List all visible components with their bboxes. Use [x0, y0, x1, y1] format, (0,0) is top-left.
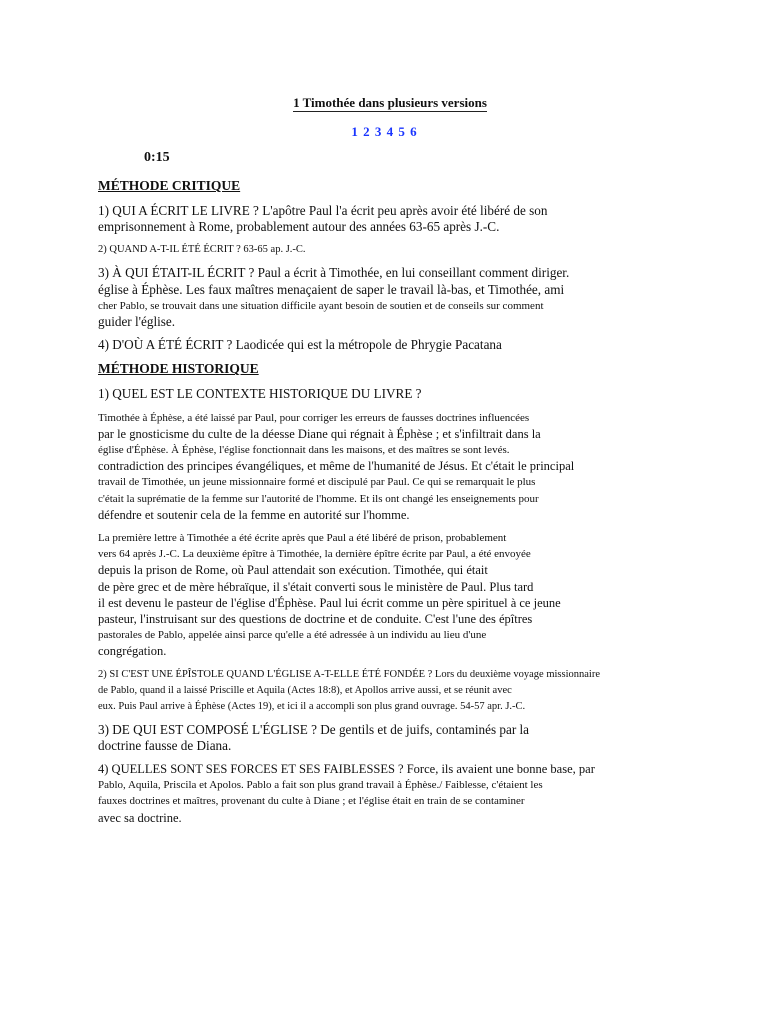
critical-q2: 2) QUAND A-T-IL ÉTÉ ÉCRIT ? 63-65 ap. J.-C. — [98, 244, 306, 256]
historical-q1: 1) QUEL EST LE CONTEXTE HISTORIQUE DU LIVRE ? — [98, 386, 422, 402]
page-link-2[interactable]: 2 — [363, 124, 370, 139]
critical-q4: 4) D'OÙ A ÉTÉ ÉCRIT ? Laodicée qui est la métropole de Phrygie Pacatana — [98, 337, 502, 353]
section-heading-historical: MÉTHODE HISTORIQUE — [98, 361, 259, 377]
timestamp: 0:15 — [144, 150, 170, 165]
critical-q1: 1) QUI A ÉCRIT LE LIVRE ? L'apôtre Paul l'a écrit peu après avoir été libéré de son emprisonnement à Rome, probablement autour des années 63-65 après J.-C. — [98, 203, 548, 235]
historical-q2: 2) SI C'EST UNE ÉPÎSTOLE QUAND L'ÉGLISE A-T-ELLE ÉTÉ FONDÉE ? Lors du deuxième voyage missionnaire de Pablo, quand il a laissé Priscille et Aquila (Actes 18:8), et Apollos arrive aussi, et se réunit avec eux. Puis Paul arrive à Éphèse (Actes 19), et ici il a accompli son plus grand ouvrage. 54-57 apr. J.-C. — [98, 668, 600, 712]
historical-q4: 4) QUELLES SONT SES FORCES ET SES FAIBLESSES ? Force, ils avaient une bonne base, par Pablo, Aquila, Priscila et Apolos. Pablo a fait son plus grand travail à Éphèse./ Faiblesse, c'étaient les fauxes doctrines et maîtres, provenant du culte à Diane ; et l'église était en train de se contaminer avec sa doctrine. — [98, 762, 595, 825]
document-body — [98, 177, 658, 833]
page-links — [0, 124, 768, 140]
critical-q3: 3) À QUI ÉTAIT-IL ÉCRIT ? Paul a écrit à Timothée, en lui conseillant comment diriger. église à Éphèse. Les faux maîtres menaçaient de saper le travail là-bas, et Timothée, ami cher Pablo, se trouvait dans une situation difficile ayant besoin de soutien et de conseils sur comment guider l'église. — [98, 265, 570, 330]
page-link-6[interactable]: 6 — [410, 124, 417, 139]
page-link-4[interactable]: 4 — [386, 124, 394, 139]
document-title: 1 Timothée dans plusieurs versions — [293, 95, 487, 110]
historical-paragraph-2: La première lettre à Timothée a été écrite après que Paul a été libéré de prison, probablement vers 64 après J.-C. La deuxième épître à Timothée, la dernière épître écrite par Paul, a été envoyée depuis la prison de Rome, où Paul attendait son exécution. Timothée, qui était de père grec et de mère hébraïque, il s'était converti sous le ministère de Paul. Plus tard il est devenu le pasteur de l'église d'Éphèse. Paul lui écrit comme un père spirituel à ce jeune pasteur, l'instruisant sur des questions de doctrine et de conduite. C'est l'une des épîtres pastorales de Pablo, appelée ainsi parce qu'elle a été adressée à un individu au lieu d'une congrégation. — [98, 532, 561, 659]
page-link-5[interactable]: 5 — [398, 124, 405, 139]
page-link-3[interactable]: 3 — [374, 124, 382, 139]
historical-q3: 3) DE QUI EST COMPOSÉ L'ÉGLISE ? De gentils et de juifs, contaminés par la doctrine fausse de Diana. — [98, 721, 530, 753]
page-link-1[interactable]: 1 — [351, 124, 358, 139]
historical-paragraph-1: Timothée à Éphèse, a été laissé par Paul, pour corriger les erreurs de fausses doctrines influencées par le gnosticisme du culte de la déesse Diane qui régnait à Éphèse ; et s'infiltrait dans la église d'Éphèse. À Éphèse, l'église fonctionnait dans les maisons, et des maîtres se sont levés. contradiction des principes évangéliques, et même de l'humanité de Jésus. Et c'était le principal travail de Timothée, un jeune missionnaire formé et discipulé par Paul. Ce qui se remarquait le plus c'était la suprématie de la femme sur l'autorité de l'homme. Et ils ont changé les enseignements pour défendre et soutenir cela de la femme en autorité sur l'homme. — [98, 411, 575, 522]
section-heading-critical: MÉTHODE CRITIQUE — [98, 178, 241, 193]
